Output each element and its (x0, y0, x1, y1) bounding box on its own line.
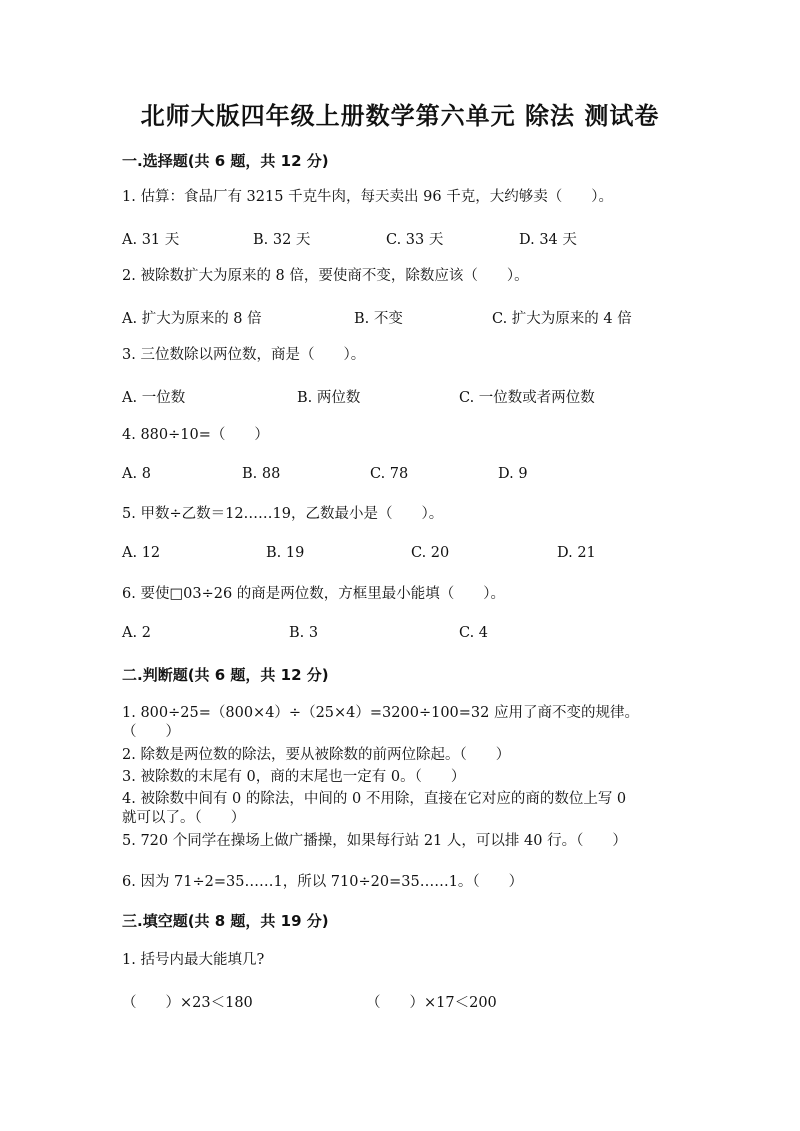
choice-q3-option-b: B. 两位数 (297, 390, 361, 406)
choice-q3-option-c: C. 一位数或者两位数 (459, 390, 595, 406)
page-title: 北师大版四年级上册数学第六单元 除法 测试卷 (140, 102, 660, 130)
choice-q6-option-b: B. 3 (289, 625, 319, 641)
choice-q4-option-b: B. 88 (242, 466, 281, 482)
choice-q6-option-a: A. 2 (122, 625, 151, 641)
choice-q1-option-d: D. 34 天 (519, 232, 577, 248)
judgement-item-1-blank: （ ） (122, 724, 180, 740)
choice-q5-option-b: B. 19 (266, 545, 305, 561)
judgement-item-4: 4. 被除数中间有 0 的除法，中间的 0 不用除，直接在它对应的商的数位上写 0 (122, 791, 627, 807)
choice-q2-option-a: A. 扩大为原来的 8 倍 (122, 311, 262, 327)
choice-question-1: 1. 估算：食品厂有 3215 千克牛肉，每天卖出 96 千克，大约够卖（ ）。 (122, 189, 613, 205)
choice-q4-option-d: D. 9 (498, 466, 528, 482)
choice-q2-option-c: C. 扩大为原来的 4 倍 (492, 311, 632, 327)
judgement-item-5: 5. 720 个同学在操场上做广播操，如果每行站 21 人，可以排 40 行。（ ） (122, 833, 627, 849)
choice-q4-option-a: A. 8 (122, 466, 151, 482)
judgement-item-4-cont: 就可以了。（ ） (122, 810, 246, 826)
judgement-item-2: 2. 除数是两位数的除法，要从被除数的前两位除起。（ ） (122, 747, 511, 763)
choice-q3-option-a: A. 一位数 (122, 390, 186, 406)
fill-q1-blank-2: （ ）×17＜200 (366, 995, 497, 1011)
judgement-item-3: 3. 被除数的末尾有 0，商的末尾也一定有 0。（ ） (122, 769, 466, 785)
choice-q1-option-c: C. 33 天 (386, 232, 444, 248)
choice-q1-option-b: B. 32 天 (253, 232, 311, 248)
fill-q1-blank-1: （ ）×23＜180 (122, 995, 253, 1011)
choice-question-3: 3. 三位数除以两位数，商是（ ）。 (122, 347, 366, 363)
section-heading-judgement: 二.判断题(共 6 题，共 12 分) (122, 666, 329, 684)
choice-q5-option-a: A. 12 (122, 545, 161, 561)
choice-q4-option-c: C. 78 (370, 466, 409, 482)
section-heading-fill: 三.填空题(共 8 题，共 19 分) (122, 912, 329, 930)
choice-q2-option-b: B. 不变 (354, 311, 403, 327)
choice-question-6: 6. 要使□03÷26 的商是两位数，方框里最小能填（ ）。 (122, 586, 506, 602)
fill-question-1: 1. 括号内最大能填几? (122, 952, 265, 968)
judgement-item-6: 6. 因为 71÷2=35……1，所以 710÷20=35……1。（ ） (122, 874, 524, 890)
choice-question-4: 4. 880÷10=（ ） (122, 427, 269, 443)
choice-q5-option-c: C. 20 (411, 545, 450, 561)
judgement-item-1: 1. 800÷25=（800×4）÷（25×4）=3200÷100=32 应用了商不变的规律。 (122, 705, 639, 721)
choice-question-5: 5. 甲数÷乙数＝12……19，乙数最小是（ ）。 (122, 506, 444, 522)
choice-q6-option-c: C. 4 (459, 625, 489, 641)
choice-q5-option-d: D. 21 (557, 545, 596, 561)
choice-question-2: 2. 被除数扩大为原来的 8 倍，要使商不变，除数应该（ ）。 (122, 268, 529, 284)
section-heading-choice: 一.选择题(共 6 题，共 12 分) (122, 152, 329, 170)
choice-q1-option-a: A. 31 天 (122, 232, 180, 248)
